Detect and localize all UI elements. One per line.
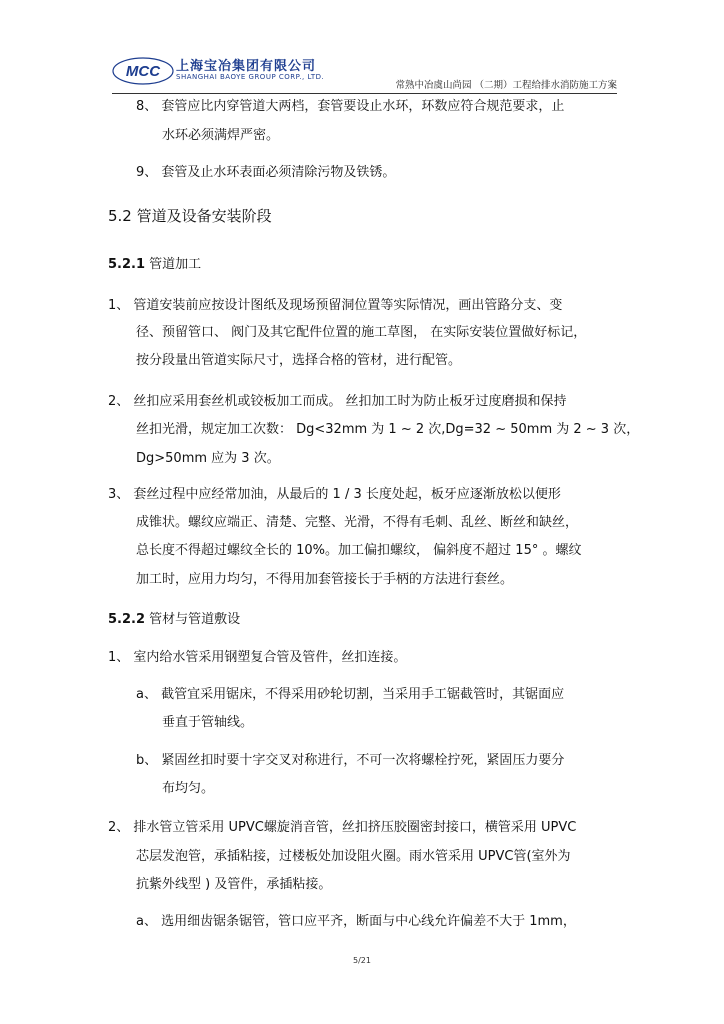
page-number: 5/21 xyxy=(353,956,371,965)
section-number: 5.2.1 xyxy=(108,257,146,272)
section-5-2-1-heading xyxy=(108,257,201,273)
pipe-item-2-line-3: 抗紫外线型 ) 及管件，承插粘接。 xyxy=(136,877,332,892)
para-3-line-3: 总长度不得超过螺纹全长的 10%。加工偏扣螺纹， 偏斜度不超过 15° 。螺纹 xyxy=(136,543,582,558)
section-5-2-2-heading xyxy=(108,612,240,628)
item-8-line-1: 8、 套管应比内穿管道大两档，套管要设止水环，环数应符合规范要求，止 xyxy=(136,99,565,114)
para-2-line-3: Dg>50mm 应为 3 次。 xyxy=(136,451,280,466)
para-3-line-4: 加工时，应用力均匀，不得用加套管接长于手柄的方法进行套丝。 xyxy=(136,572,514,587)
para-1-line-2: 径、预留管口、 阀门及其它配件位置的施工草图， 在实际安装位置做好标记， xyxy=(136,325,587,340)
item-8-line-2: 水环必须满焊严密。 xyxy=(162,128,280,143)
pipe-item-1a-line-2: 垂直于管轴线。 xyxy=(162,715,254,730)
svg-text:MCC: MCC xyxy=(125,63,161,80)
page-header xyxy=(112,52,617,94)
pipe-item-2-line-2: 芯层发泡管，承插粘接，过楼板处加设阻火圈。雨水管采用 UPVC管(室外为 xyxy=(136,849,571,864)
header-divider xyxy=(112,93,617,94)
section-number: 5.2.2 xyxy=(108,612,146,627)
para-3-line-1: 3、 套丝过程中应经常加油，从最后的 1 / 3 长度处起，板牙应逐渐放松以便形 xyxy=(108,487,561,502)
company-name-en: SHANGHAI BAOYE GROUP CORP., LTD. xyxy=(176,73,325,81)
para-3-line-2: 成锥状。螺纹应端正、清楚、完整、光滑，不得有毛刺、乱丝、断丝和缺丝， xyxy=(136,515,579,530)
para-2-line-1: 2、 丝扣应采用套丝机或铰板加工而成。 丝扣加工时为防止板牙过度磨损和保持 xyxy=(108,394,567,409)
section-5-2-heading: 5.2 管道及设备安装阶段 xyxy=(108,207,272,225)
pipe-item-2-line-1: 2、 排水管立管采用 UPVC螺旋消音管，丝扣挤压胶圈密封接口，横管采用 UPVC xyxy=(108,820,577,835)
pipe-item-2a-line-1: a、 选用细齿锯条锯管，管口应平齐，断面与中心线允许偏差不大于 1mm， xyxy=(136,914,576,929)
section-title: 管道加工 xyxy=(145,257,202,272)
pipe-item-1: 1、 室内给水管采用钢塑复合管及管件，丝扣连接。 xyxy=(108,650,407,665)
para-1-line-1: 1、 管道安装前应按设计图纸及现场预留洞位置等实际情况，画出管路分支、变 xyxy=(108,298,563,313)
project-title: 常熟中冶虞山尚园 （二期）工程给排水消防施工方案 xyxy=(395,80,617,91)
section-title: 管材与管道敷设 xyxy=(145,612,241,627)
para-2-line-2: 丝扣光滑，规定加工次数： Dg<32mm 为 1 ~ 2 次,Dg=32 ~ 50mm 为 2 ~ 3 次， xyxy=(136,422,640,437)
pipe-item-1b-line-1: b、 紧固丝扣时要十字交叉对称进行，不可一次将螺栓拧死，紧固压力要分 xyxy=(136,753,565,768)
company-name-cn: 上海宝冶集团有限公司 xyxy=(176,59,317,74)
item-9: 9、 套管及止水环表面必须清除污物及铁锈。 xyxy=(136,165,396,180)
para-1-line-3: 按分段量出管道实际尺寸，选择合格的管材，进行配管。 xyxy=(136,353,462,368)
mcc-logo xyxy=(112,56,174,86)
pipe-item-1a-line-1: a、 截管宜采用锯床，不得采用砂轮切割，当采用手工锯截管时，其锯面应 xyxy=(136,687,565,702)
pipe-item-1b-line-2: 布均匀。 xyxy=(162,781,215,796)
